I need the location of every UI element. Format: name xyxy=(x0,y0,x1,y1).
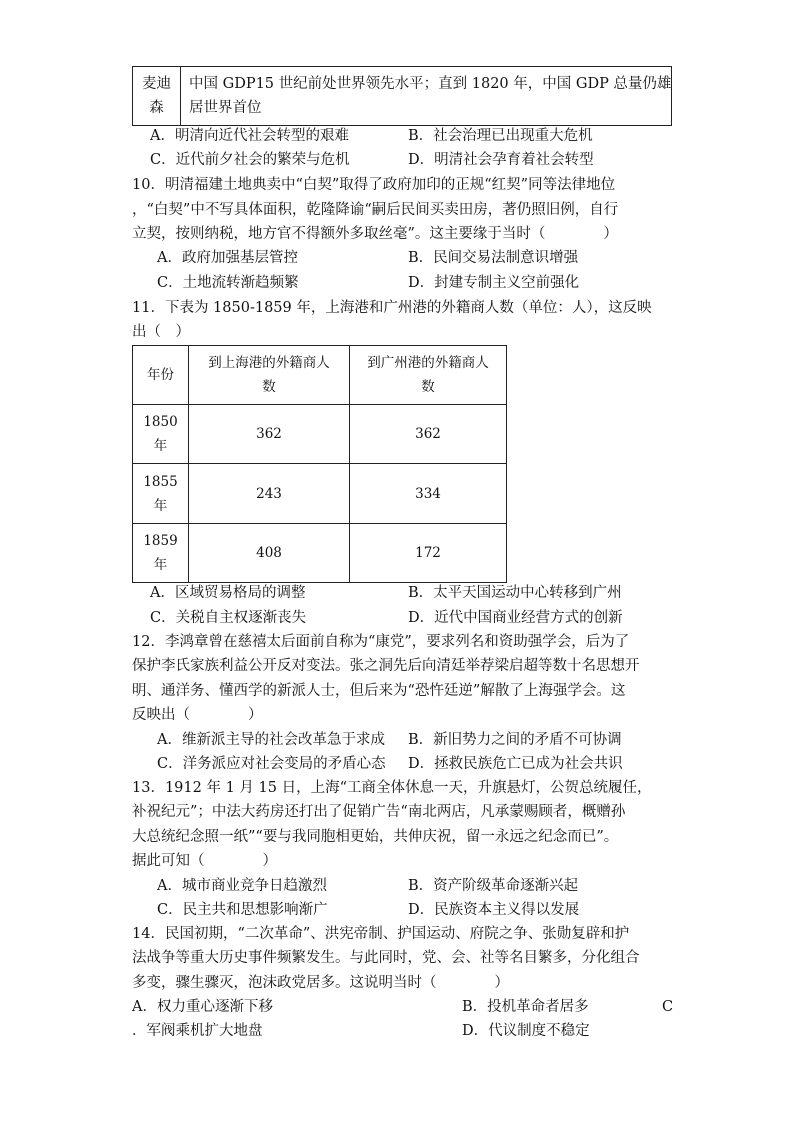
shanghai-cell: 362 xyxy=(189,405,350,464)
q14-stem-line2: 法战争等重大历史事件频繁发生。与此同时，党、会、社等名目繁多，分化组合 xyxy=(132,950,640,966)
header-guangzhou xyxy=(350,346,507,405)
header-guangzhou-line1: 到广州港的外籍商人 xyxy=(367,355,489,371)
q10-stem-line2: ，“白契”中不写具体面积，乾隆降谕“嗣后民间买卖田房，著仍照旧例，自行 xyxy=(132,202,619,218)
header-year: 年份 xyxy=(133,346,189,405)
year-cell xyxy=(133,405,189,464)
q10-stem-line3: 立契，按则纳税，地方官不得额外多取丝毫”。这主要缘于当时（ ） xyxy=(132,226,618,242)
q12-stem-line2: 保护李氏家族利益公开反对变法。张之洞先后向清廷举荐梁启超等数十名思想开 xyxy=(132,658,640,674)
year-unit: 年 xyxy=(153,557,168,573)
header-guangzhou-line2: 数 xyxy=(421,379,435,395)
q14-option-b[interactable]: B．投机革命者居多 xyxy=(462,999,589,1015)
q10-stem-line1: 10．明清福建土地典卖中“白契”取得了政府加印的正规“红契”同等法律地位 xyxy=(132,177,616,193)
q13-option-d[interactable]: D．民族资本主义得以发展 xyxy=(408,902,580,918)
table-row xyxy=(133,524,507,583)
shanghai-cell: 243 xyxy=(189,464,350,524)
year-value: 1850 xyxy=(143,414,178,430)
header-shanghai xyxy=(189,346,350,405)
source-cell xyxy=(133,67,181,125)
header-shanghai-line2: 数 xyxy=(262,379,276,395)
q14-option-a[interactable]: A．权力重心逐渐下移 xyxy=(132,999,273,1015)
q11-stem-line2: 出（ ） xyxy=(132,324,190,340)
q10-option-c[interactable]: C．土地流转渐趋频繁 xyxy=(157,275,299,291)
q10-option-b[interactable]: B．民间交易法制意识增强 xyxy=(408,250,579,266)
q10-option-a[interactable]: A．政府加强基层管控 xyxy=(157,250,298,266)
q13-option-b[interactable]: B．资产阶级革命逐渐兴起 xyxy=(408,878,579,894)
guangzhou-cell: 334 xyxy=(350,464,507,524)
q11-option-c[interactable]: C．关税自主权逐渐丧失 xyxy=(150,610,307,626)
q11-option-b[interactable]: B．太平天国运动中心转移到广州 xyxy=(408,585,622,601)
table-header-row xyxy=(133,346,507,405)
shanghai-cell: 408 xyxy=(189,524,350,583)
q14-option-c-letter[interactable]: C xyxy=(662,999,674,1015)
q12-stem-line1: 12．李鸿章曾在慈禧太后面前自称为“康党”，要求列名和资助强学会，后为了 xyxy=(132,634,630,650)
q12-option-a[interactable]: A．维新派主导的社会改革急于求成 xyxy=(157,732,385,748)
q13-stem-line1: 13．1912 年 1 月 15 日，上海“工商全体休息一天，升旗悬灯，公贺总统履任， xyxy=(132,780,652,796)
year-value: 1859 xyxy=(143,533,178,549)
q11-option-d[interactable]: D．近代中国商业经营方式的创新 xyxy=(408,610,623,626)
year-unit: 年 xyxy=(153,438,168,454)
q14-stem-line3: 多变，骤生骤灭，泡沫政党居多。这说明当时（ ） xyxy=(132,975,509,991)
q13-stem-line2: 补祝纪元”；中法大药房还打出了促销广告“南北两店，凡承蒙赐顾者，概赠孙 xyxy=(132,804,626,820)
header-shanghai-line1: 到上海港的外籍商人 xyxy=(208,355,330,371)
year-unit: 年 xyxy=(153,497,168,514)
table-row xyxy=(133,405,507,464)
q14-stem-line1: 14．民国初期，“二次革命”、洪宪帝制、护国运动、府院之争、张勋复辟和护 xyxy=(132,926,630,942)
year-cell xyxy=(133,524,189,583)
q11-option-a[interactable]: A．区域贸易格局的调整 xyxy=(150,585,306,601)
q13-stem-line4: 据此可知（ ） xyxy=(132,853,277,869)
q12-stem-line3: 明、通洋务、懂西学的新派人士，但后来为“恐忤廷逆”解散了上海强学会。这 xyxy=(132,683,626,699)
source-name-line1: 麦迪 xyxy=(142,76,171,92)
q9-option-d[interactable]: D．明清社会孕育着社会转型 xyxy=(408,152,594,168)
q12-option-d[interactable]: D．拯救民族危亡已成为社会共识 xyxy=(408,756,623,772)
q12-option-b[interactable]: B．新旧势力之间的矛盾不可协调 xyxy=(408,732,622,748)
source-table xyxy=(132,66,672,126)
q13-option-c[interactable]: C．民主共和思想影响渐广 xyxy=(157,902,328,918)
content-line1: 中国 GDP15 世纪前处世界领先水平；直到 1820 年，中国 GDP 总量仍雄 xyxy=(189,76,672,92)
year-cell xyxy=(133,464,189,524)
q9-option-c[interactable]: C．近代前夕社会的繁荣与危机 xyxy=(150,152,350,168)
q13-option-a[interactable]: A．城市商业竞争日趋激烈 xyxy=(157,878,327,894)
q13-stem-line3: 大总统纪念照一纸”“要与我同胞相更始，共伸庆祝，留一永远之纪念而已”。 xyxy=(132,829,619,845)
year-value: 1855 xyxy=(143,473,178,490)
source-name-line2: 森 xyxy=(149,100,164,116)
guangzhou-cell: 172 xyxy=(350,524,507,583)
q9-option-a[interactable]: A．明清向近代社会转型的艰难 xyxy=(150,128,349,144)
q14-option-c[interactable]: ．军阀乘机扩大地盘 xyxy=(132,1023,263,1039)
q12-option-c[interactable]: C．洋务派应对社会变局的矛盾心态 xyxy=(157,756,386,772)
content-line2: 居世界首位 xyxy=(189,100,262,116)
table-row xyxy=(133,464,507,524)
q9-option-b[interactable]: B．社会治理已出现重大危机 xyxy=(408,128,593,144)
merchant-table xyxy=(132,345,507,583)
q10-option-d[interactable]: D．封建专制主义空前强化 xyxy=(408,275,580,291)
guangzhou-cell: 362 xyxy=(350,405,507,464)
q14-option-d[interactable]: D．代议制度不稳定 xyxy=(462,1023,590,1039)
q12-stem-line4: 反映出（ ） xyxy=(132,707,263,723)
q11-stem-line1: 11．下表为 1850-1859 年，上海港和广州港的外籍商人数（单位：人），这反映 xyxy=(132,300,652,316)
